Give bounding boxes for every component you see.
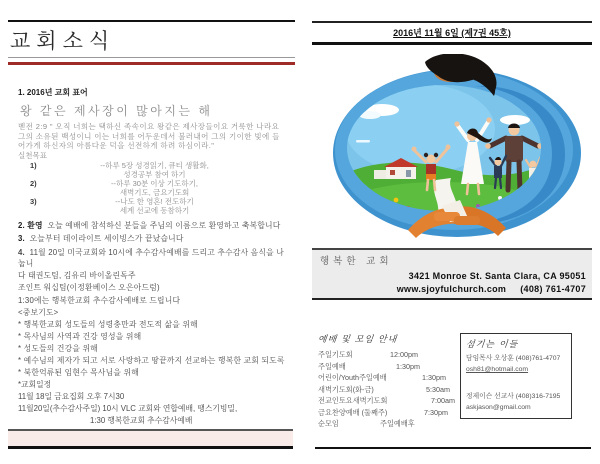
schedule-line: 1:30 행복한교회 추수감사예배	[90, 416, 193, 425]
item2-label: 2. 환영	[18, 220, 43, 230]
left-page	[8, 20, 295, 452]
service-row	[318, 407, 460, 419]
service-time: 7:00am	[431, 396, 455, 405]
item3-label: 3.	[18, 233, 25, 243]
practice-line: 새벽기도, 금요기도회	[119, 187, 190, 197]
service-time: 7:30pm	[424, 407, 448, 417]
practice-line: --하루 5장 성경읽기, 큐티 생활화,	[100, 160, 209, 170]
service-time: 5:30am	[426, 384, 450, 394]
item4-line: 다 태권도팀, 김유리 바이올린독주	[18, 270, 136, 280]
practice-line: 세계 선교에 동참하기	[119, 205, 190, 215]
year-slogan: 왕 같은 제사장이 많아지는 해	[20, 104, 213, 118]
church-address-box	[312, 248, 592, 300]
house-door	[406, 170, 411, 177]
service-row	[318, 395, 460, 407]
servants-title: 섬기는 이들	[465, 340, 519, 350]
schedule-line: 11월 18일 금요집회 오후 7시30	[18, 392, 125, 401]
cloud-streak	[356, 140, 370, 143]
missionary-email-link[interactable]: askjason@gmail.com	[466, 404, 531, 411]
practice-line: 성경공부 참여 하기	[123, 169, 186, 179]
missionary-info: 정제이슨 선교사 (408)316-7195	[466, 393, 561, 400]
practice-line: --하루 30분 이상 기도하기,	[111, 178, 198, 188]
service-name: 금요찬양예배 (둘째주)	[318, 407, 388, 417]
service-time: 1:30pm	[422, 373, 446, 382]
flower	[394, 198, 399, 203]
pastor-info: 담임목사 오상훈 (408)761-4707	[466, 355, 561, 362]
item3-text: 오늘부터 데이라이트 세이빙스가 끝났습니다	[29, 233, 184, 243]
page-title: 교회소식	[8, 22, 295, 58]
pastor-email-link[interactable]: osh81@hotmail.com	[466, 366, 529, 373]
intercession-heading: <중보기도>	[18, 308, 59, 317]
title-red-rule	[8, 62, 295, 65]
intercession-item: * 예수님의 제자가 되고 서로 사랑하고 땅끝까지 선교하는 행복한 교회 되도록	[18, 356, 285, 365]
practice-line: --나도 한 영혼! 전도하기	[115, 196, 194, 206]
item1-heading: 1. 2016년 교회 표어	[18, 88, 88, 97]
item4-line	[18, 247, 291, 270]
service-time: 1:30pm	[396, 361, 420, 371]
service-row	[318, 384, 460, 396]
intercession-item: * 북한억류된 임현수 목사님을 위해	[18, 368, 139, 377]
left-body	[8, 87, 295, 427]
service-name: 주일예배	[318, 361, 346, 371]
service-time: 12:00pm	[390, 350, 418, 359]
practice-num: 3)	[30, 196, 37, 206]
service-row	[318, 372, 460, 384]
practice-num: 2)	[30, 178, 37, 188]
church-address: 3421 Monroe St. Santa Clara, CA 95051	[408, 271, 586, 281]
church-website-link[interactable]: www.sjoyfulchurch.com	[396, 284, 507, 294]
intercession-item: * 행복한교회 성도들의 성령충만과 전도적 삶을 위해	[18, 320, 198, 329]
spacer	[466, 376, 566, 392]
cloud	[500, 115, 530, 125]
service-time: 주일예배후	[380, 419, 415, 428]
verse-line: 벧전 2:9 " 오직 너희는 택하신 족속이요 왕같은 제사장들이요 거룩한 나라요	[18, 122, 280, 131]
service-name: 어린이/Youth주일예배	[318, 373, 387, 382]
item2-text: 오늘 예배에 참석하신 분들을 주님의 이름으로 환영하고 축복합니다	[47, 220, 281, 230]
service-name: 순모임	[318, 419, 339, 428]
service-schedule-title: 예배 및 모임 안내	[317, 335, 398, 345]
item4-line: 조인트 워십팀(이정환베이스 오은아드럼)	[18, 283, 160, 292]
practice-num: 1)	[30, 160, 37, 170]
verse-line: 어가게 하신자의 아름다운 덕을 선전하게 하려 하심이라."	[18, 141, 215, 150]
church-schedule-heading: *교회일정	[18, 380, 52, 389]
right-bottom-rule	[315, 447, 591, 449]
service-name: 새벽기도회(화-금)	[318, 384, 374, 394]
practice-item	[18, 197, 291, 215]
church-web-phone	[320, 283, 586, 296]
service-schedule	[318, 332, 460, 430]
family-globe-illustration	[330, 54, 586, 242]
intercession-item: * 목사님의 사역과 건강 영성을 위해	[18, 332, 142, 341]
issue-date: 2016년 11월 6일 (제7권 45호)	[393, 28, 511, 38]
left-footer-band	[8, 429, 293, 449]
practice-item	[18, 179, 291, 197]
issue-header	[312, 21, 592, 45]
church-phone: (408) 761-4707	[520, 284, 586, 294]
intercession-item: * 성도들의 건강을 위해	[18, 344, 98, 353]
item2-welcome	[18, 219, 291, 232]
house-window	[390, 170, 395, 175]
item3-daylight	[18, 232, 291, 245]
servants-box	[460, 333, 572, 419]
service-name: 주일기도회	[318, 350, 353, 359]
church-name: 행복한 교회	[320, 256, 393, 267]
item4-line: 1:30에는 행복한교회 추수감사예배로 드립니다	[18, 296, 181, 305]
practice-heading: 실천목표	[18, 150, 47, 160]
schedule-line: 11월20일(추수감사주일) 10시 VLC 교회와 연합예배, 땡스기빙밀,	[18, 404, 238, 413]
service-row	[318, 349, 460, 361]
item4-label: 4.	[18, 247, 25, 257]
service-name: 전교인토요새벽기도회	[318, 396, 388, 405]
practice-item	[18, 161, 291, 179]
verse-line: 그의 소유된 백성이니 이는 너희를 어두운데서 불러내어 그의 기이한 빛에 들	[18, 131, 280, 141]
house-annex	[374, 170, 386, 179]
item4-text: 11월 20일 미국교회와 10시에 추수감사예배를 드리고 추수감사 음식을 나눕니	[18, 247, 284, 268]
service-row	[318, 361, 460, 373]
service-row	[318, 418, 460, 430]
